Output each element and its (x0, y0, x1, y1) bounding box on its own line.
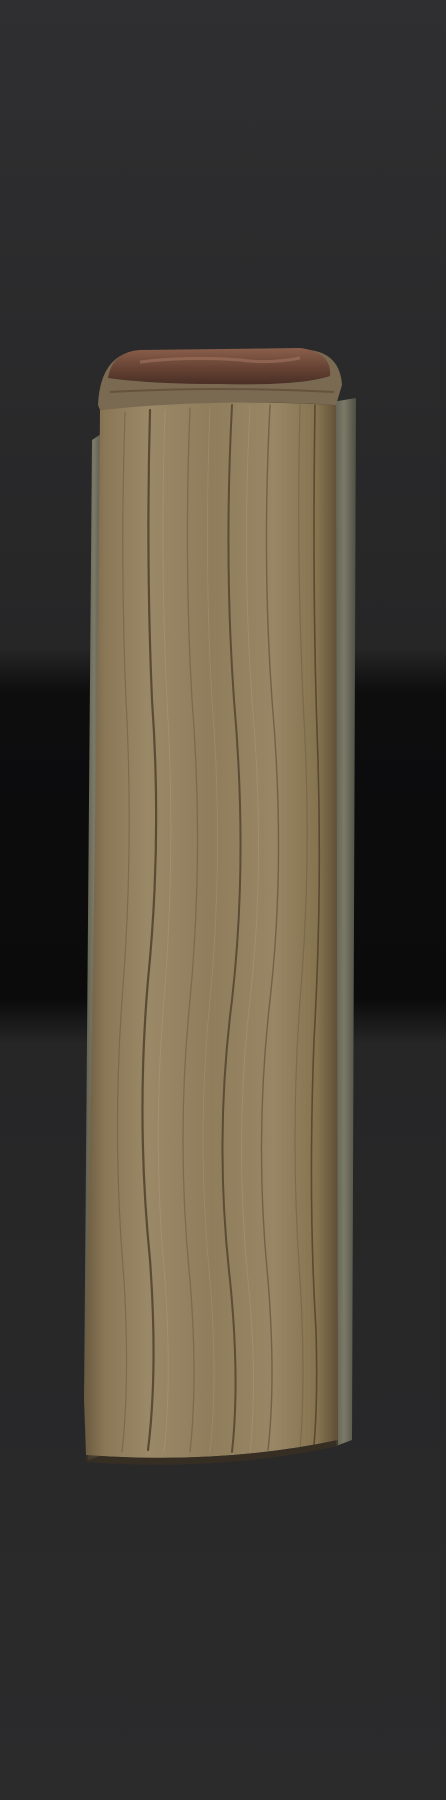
leather-headcap (108, 348, 330, 384)
